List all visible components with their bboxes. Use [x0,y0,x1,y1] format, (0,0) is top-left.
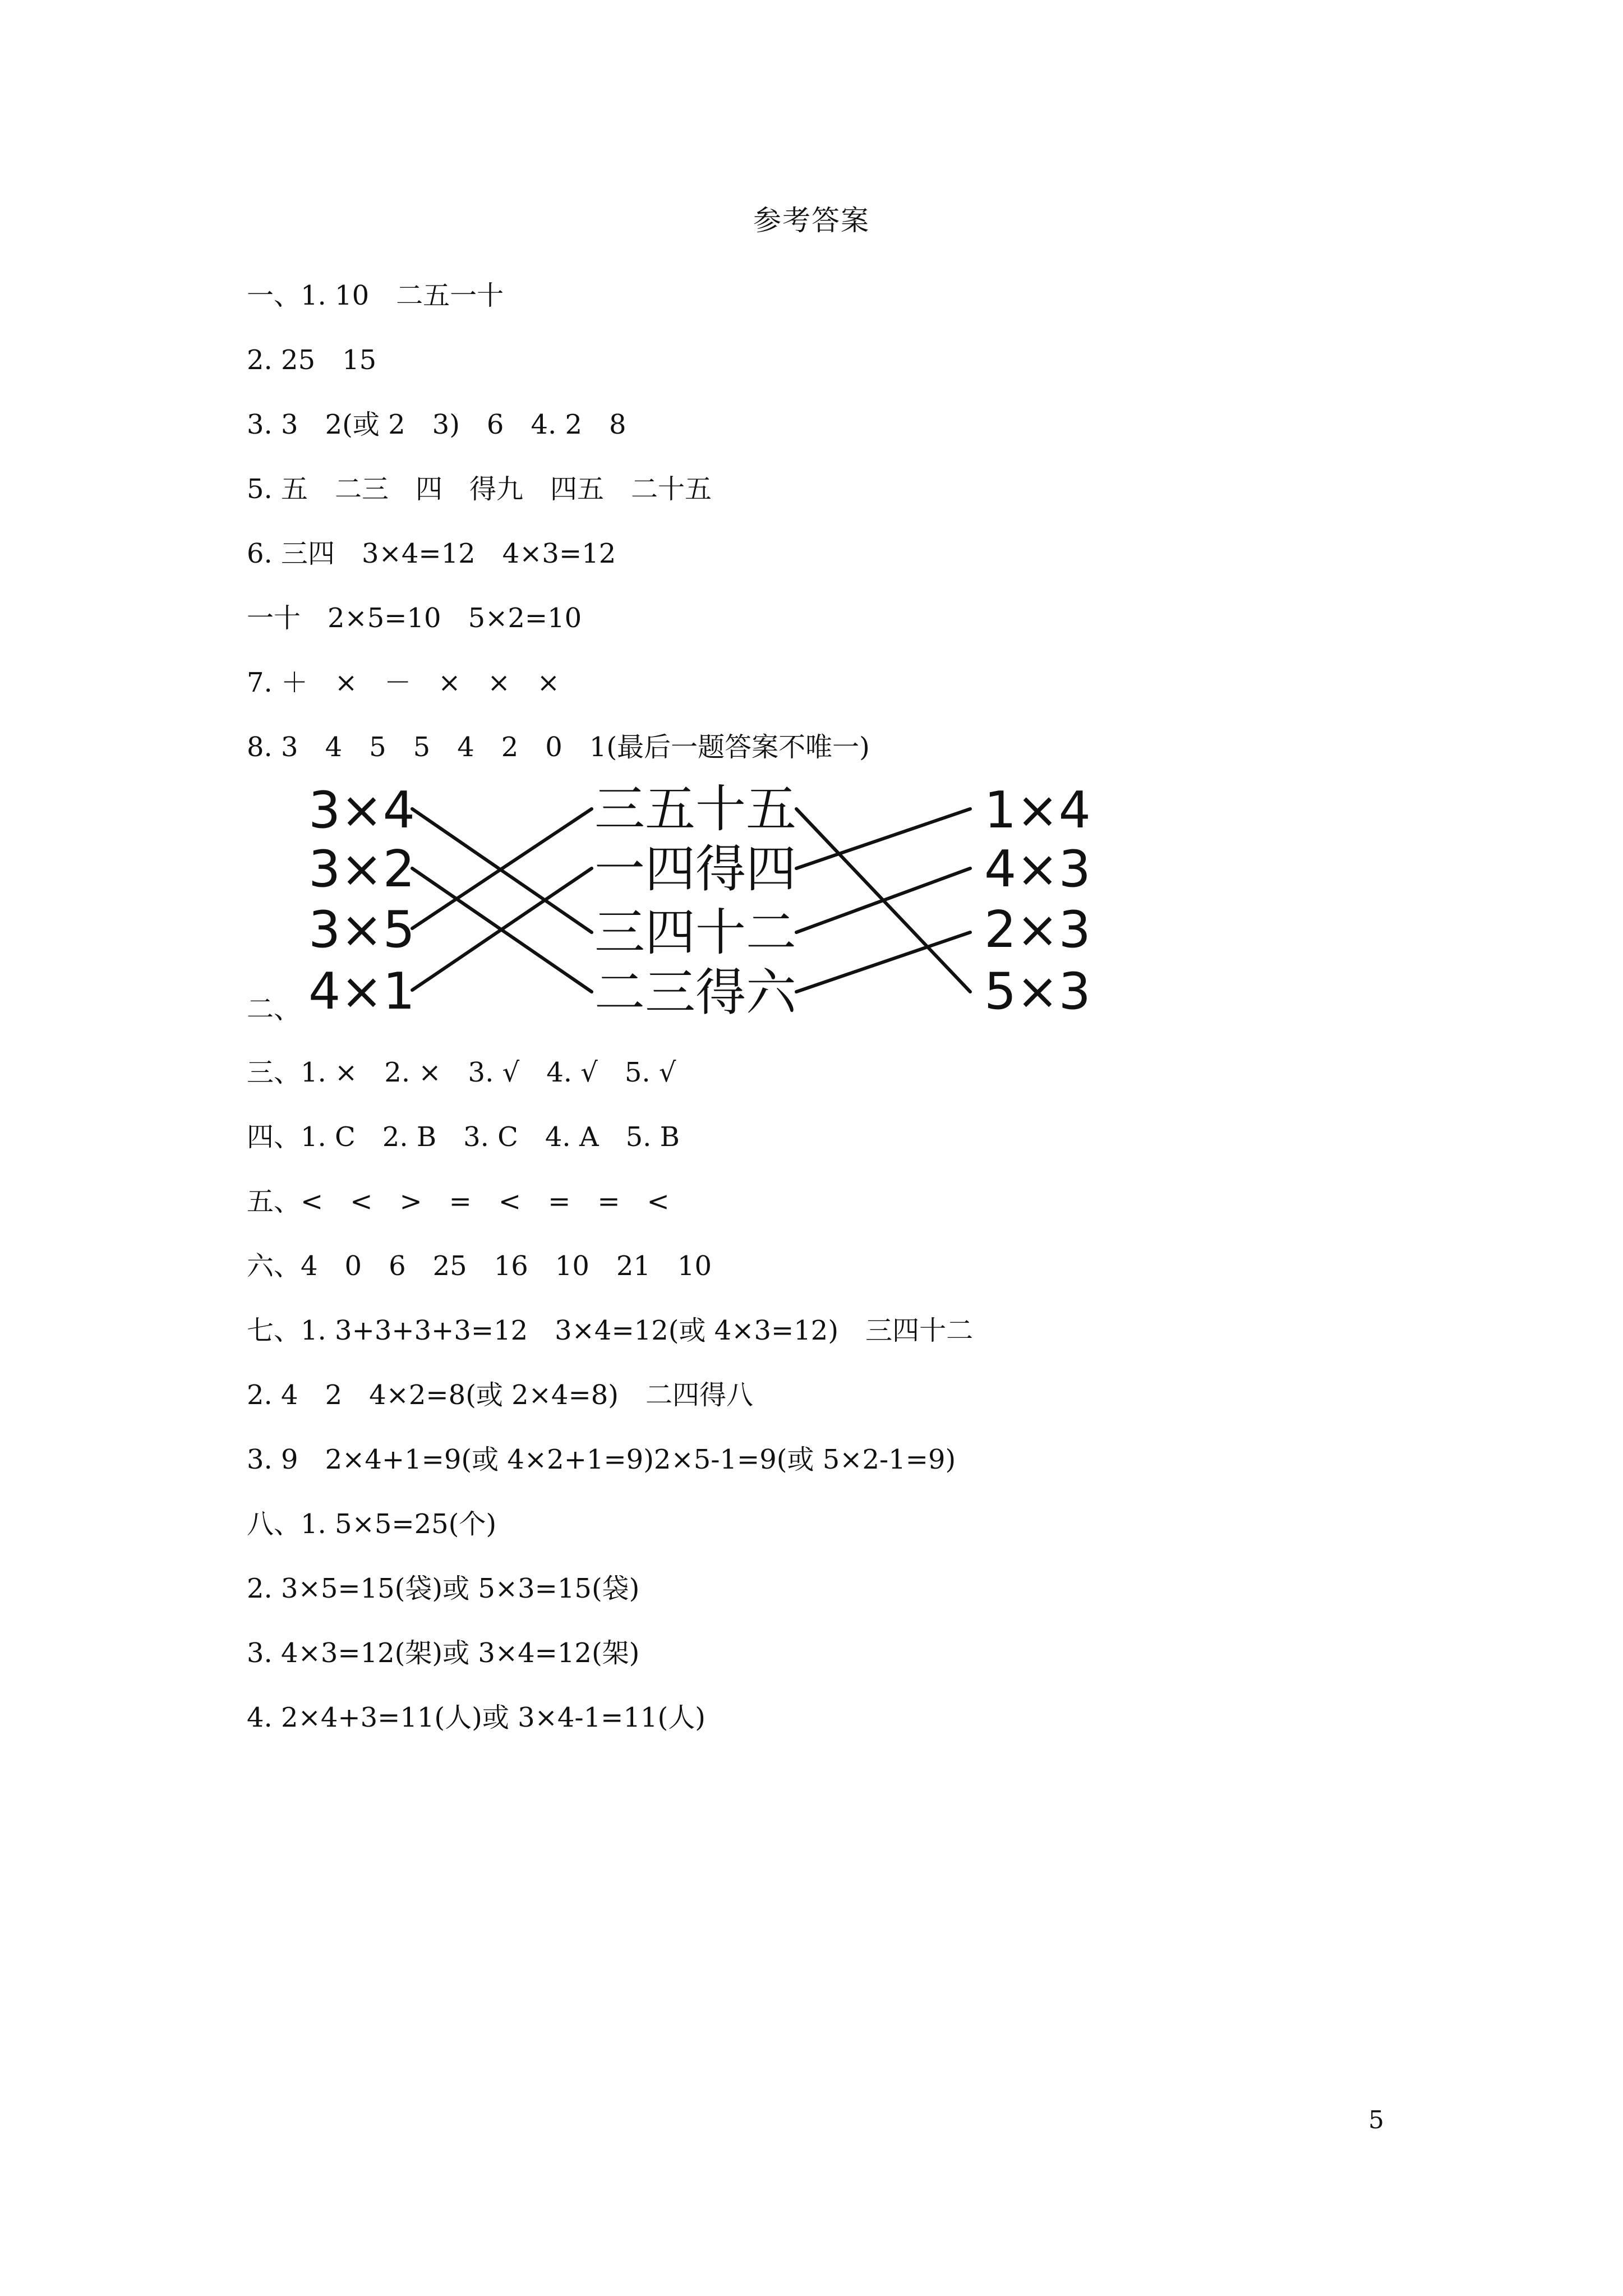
left-item-1: 3×4 [308,781,415,840]
answer-line-8: 8. 3 4 5 5 4 2 0 1(最后一题答案不唯一) [247,731,870,763]
answer-line-19: 3. 4×3=12(架)或 3×4=12(架) [247,1637,640,1669]
link-sansishier-to-4x3 [796,868,970,932]
middle-item-2: 一四得四 [594,840,796,899]
matching-diagram [292,774,1144,1032]
section-two-label: 二、 [247,993,301,1025]
answer-line-3: 3. 3 2(或 2 3) 6 4. 2 8 [247,409,626,440]
right-item-2: 4×3 [984,840,1091,899]
answer-line-7: 7. ＋ × － × × × [247,667,560,698]
left-item-2: 3×2 [308,840,415,899]
answer-line-2: 2. 25 15 [247,344,377,376]
answer-line-15: 2. 4 2 4×2=8(或 2×4=8) 二四得八 [247,1379,753,1411]
answer-line-1: 一、1. 10 二五一十 [247,280,504,311]
answer-line-18: 2. 3×5=15(袋)或 5×3=15(袋) [247,1573,640,1604]
answer-line-6: 一十 2×5=10 5×2=10 [247,602,582,634]
right-item-1: 1×4 [984,781,1091,840]
left-item-3: 3×5 [308,900,415,959]
answer-line-17: 八、1. 5×5=25(个) [247,1508,497,1540]
right-item-3: 2×3 [984,900,1091,959]
answer-line-10: 三、1. × 2. × 3. √ 4. √ 5. √ [247,1057,676,1088]
right-item-4: 5×3 [984,962,1091,1021]
page-number: 5 [1368,2106,1384,2134]
answer-line-16: 3. 9 2×4+1=9(或 4×2+1=9)2×5-1=9(或 5×2-1=9) [247,1444,956,1475]
middle-item-3: 三四十二 [594,903,796,962]
answer-line-4: 5. 五 二三 四 得九 四五 二十五 [247,473,712,505]
answer-line-11: 四、1. C 2. B 3. C 4. A 5. B [247,1121,680,1153]
left-item-4: 4×1 [308,962,415,1021]
answer-line-5: 6. 三四 3×4=12 4×3=12 [247,538,616,569]
middle-item-4: 二三得六 [594,963,796,1022]
answer-line-20: 4. 2×4+3=11(人)或 3×4-1=11(人) [247,1702,706,1733]
answer-line-14: 七、1. 3+3+3+3=12 3×4=12(或 4×3=12) 三四十二 [247,1315,974,1346]
answer-line-12: 五、< < > = < = = < [247,1186,670,1217]
answer-line-13: 六、4 0 6 25 16 10 21 10 [247,1250,712,1282]
page-title: 参考答案 [753,204,870,237]
middle-item-1: 三五十五 [594,780,796,839]
